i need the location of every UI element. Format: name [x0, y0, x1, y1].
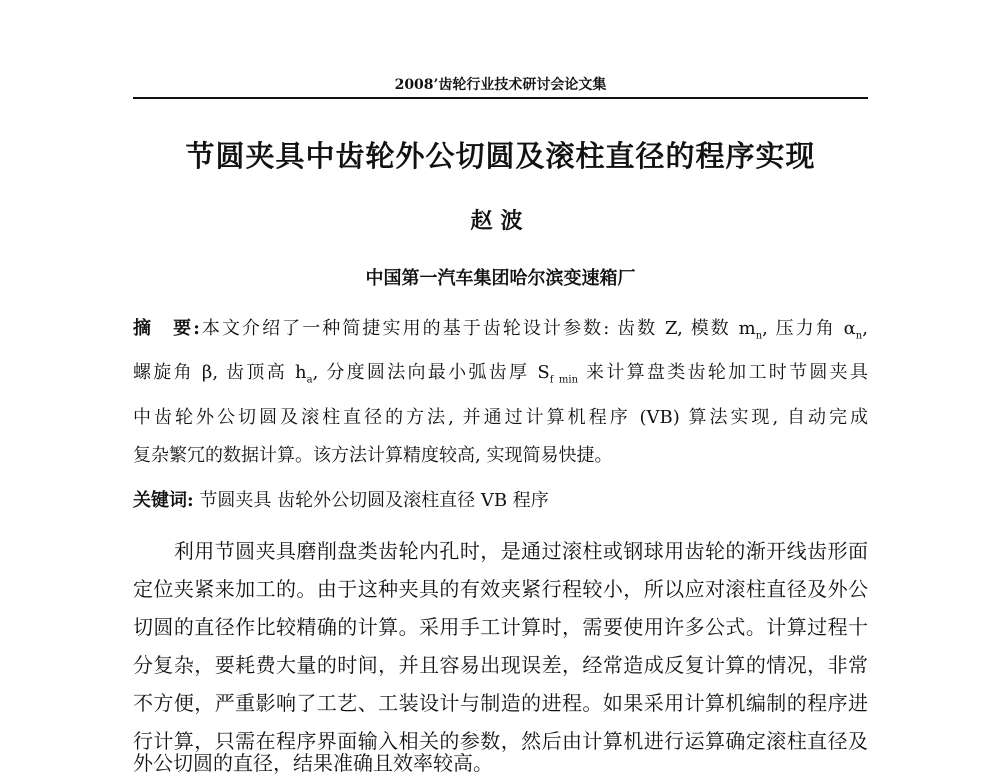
- header-rule: [133, 97, 868, 99]
- abstract-line: [133, 358, 868, 386]
- abstract-line: [133, 314, 868, 342]
- abstract-line: 中齿轮外公切圆及滚柱直径的方法, 并通过计算机程序 (VB) 算法实现, 自动完成: [133, 407, 868, 428]
- abstract-text: 来计算盘类齿轮加工时节圆夹具: [578, 362, 868, 383]
- abstract-text: , 压力角 α: [762, 318, 856, 339]
- subscript: n: [755, 330, 763, 342]
- body-line: 切圆的直径作比较精确的计算。采用手工计算时，需要使用许多公式。计算过程十: [133, 615, 868, 639]
- body-line: 外公切圆的直径，结果准确且效率较高。: [133, 751, 493, 775]
- running-header: 2008’齿轮行业技术研讨会论文集: [394, 77, 607, 93]
- body-line: 定位夹紧来加工的。由于这种夹具的有效夹紧行程较小，所以应对滚柱直径及外公: [133, 577, 868, 601]
- subscript: a: [306, 374, 313, 386]
- paper-title: 节圆夹具中齿轮外公切圆及滚柱直径的程序实现: [185, 139, 816, 173]
- subscript: n: [855, 330, 863, 342]
- abstract-line: 复杂繁冗的数据计算。该方法计算精度较高, 实现简易快捷。: [133, 445, 613, 466]
- body-line: 利用节圆夹具磨削盘类齿轮内孔时，是通过滚柱或钢球用齿轮的渐开线齿形面: [133, 539, 868, 563]
- abstract-text: 螺旋角 β, 齿顶高 h: [133, 362, 307, 383]
- keywords: [133, 486, 868, 512]
- abstract-text: 本文介绍了一种简捷实用的基于齿轮设计参数: 齿数 Z, 模数 m: [199, 318, 756, 339]
- abstract-text: , 分度圆法向最小弧齿厚 S: [312, 362, 550, 383]
- abstract-label: 摘 要:: [133, 318, 200, 339]
- body-line: 分复杂，要耗费大量的时间，并且容易出现误差，经常造成反复计算的情况，非常: [133, 653, 868, 677]
- author: 赵波: [470, 208, 531, 234]
- keywords-text: 节圆夹具 齿轮外公切圆及滚柱直径 VB 程序: [193, 490, 549, 511]
- body-line: 不方便，严重影响了工艺、工装设计与制造的进程。如果采用计算机编制的程序进: [133, 691, 868, 715]
- keywords-label: 关键词:: [133, 490, 194, 511]
- body-line: 行计算，只需在程序界面输入相关的参数，然后由计算机进行运算确定滚柱直径及: [133, 729, 868, 753]
- abstract-text: ,: [862, 318, 868, 339]
- subscript: f min: [549, 374, 579, 386]
- affiliation: 中国第一汽车集团哈尔滨变速箱厂: [365, 268, 636, 289]
